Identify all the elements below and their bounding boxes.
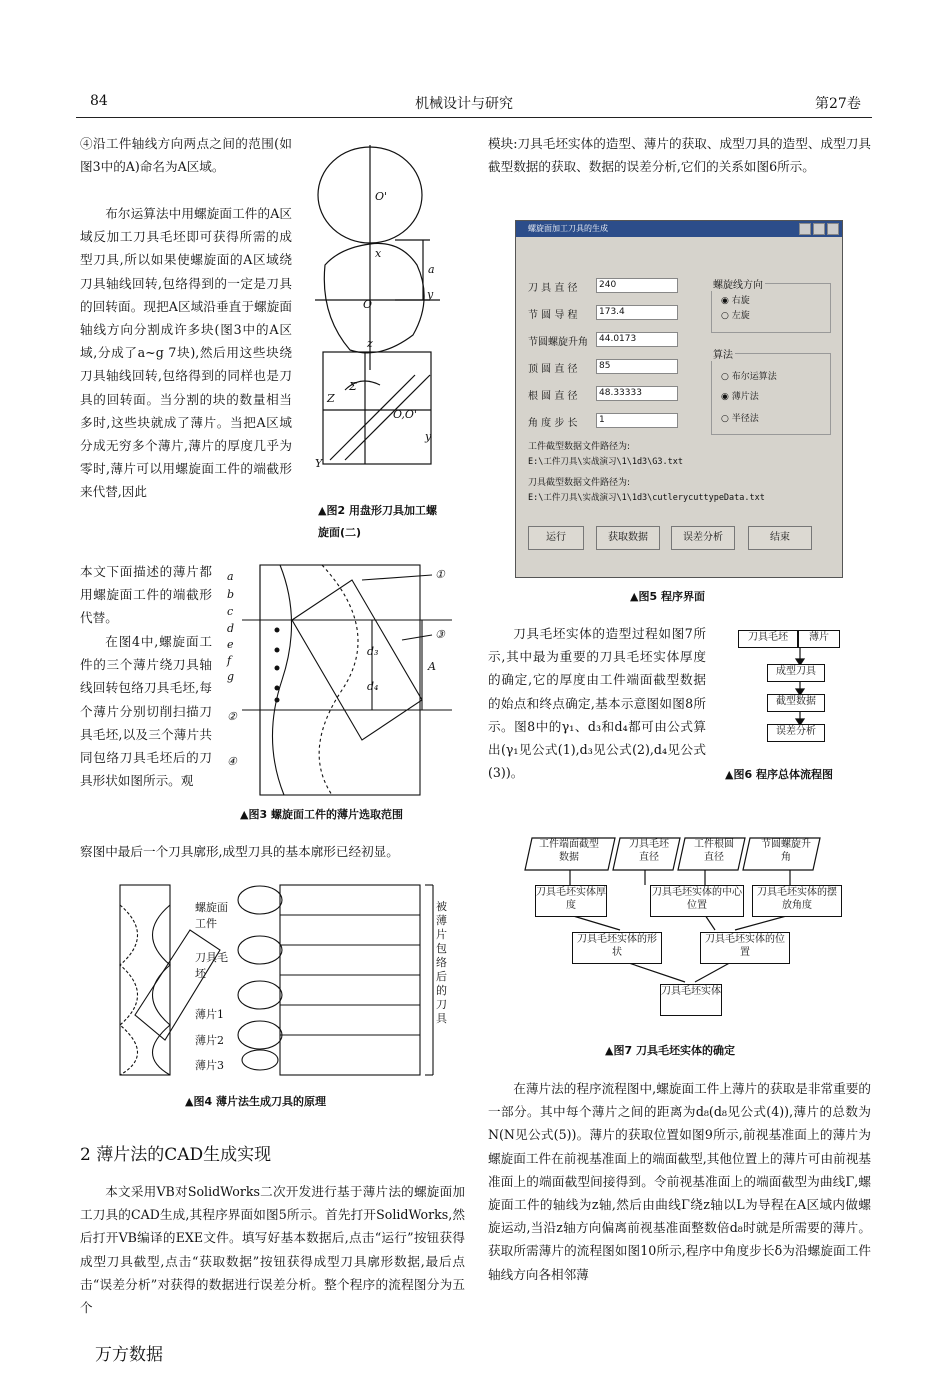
svg-text:d₄: d₄ — [367, 680, 379, 693]
left-paragraph-1: ④沿工件轴线方向两点之间的范围(如图3中的A)命名为A区域。 — [80, 136, 292, 175]
svg-text:O: O — [363, 298, 373, 311]
input-tool-diameter[interactable]: 240 — [596, 278, 678, 293]
fig7-input-helix-angle: 节圆螺旋升角 — [761, 839, 811, 863]
input-tip-diameter[interactable]: 85 — [596, 359, 678, 374]
close-button[interactable] — [827, 223, 839, 235]
fig4-screw-workpiece — [120, 885, 170, 1075]
fig7-input-root-diameter: 工件根圆直径 — [694, 839, 734, 863]
fig6-node-error-analysis: 误差分析 — [767, 724, 825, 742]
fig7-node-center: 刀具毛坯实体的中心位置 — [650, 885, 744, 917]
svg-text:y: y — [427, 288, 434, 301]
figure-3-caption: ▲图3 螺旋面工件的薄片选取范围 — [240, 808, 403, 821]
fig4-label-slice3: 薄片3 — [195, 1059, 224, 1072]
left-paragraph-5: 本文采用VB对SolidWorks二次开发进行基于薄片法的螺旋面加工刀具的CAD生成,其程序界面如图5所示。首先打开SolidWorks,然后打开VB编译的EXE文件。填写好基本数据后,点击“运行”按钮获得成型刀具截型,点击“获取数据”按钮获得成型刀具廓形数据,最后点击“误差分析”对获得的数据进行误差分析。整个程序的流程图分为五个 — [80, 1184, 465, 1316]
program-window — [515, 220, 843, 578]
exit-button[interactable]: 结束 — [748, 526, 812, 550]
svg-text:d: d — [227, 622, 235, 635]
right-paragraph-1: 模块:刀具毛坯实体的造型、薄片的获取、成型刀具的造型、成型刀具截型数据的获取、数据的误差分析,它们的关系如图6所示。 — [488, 136, 871, 175]
svg-text:f: f — [227, 654, 232, 667]
fig7-input-blank-diameter: 刀具毛坯直径 — [629, 839, 669, 863]
svg-text:Y: Y — [315, 457, 323, 470]
fig4-label-slice1: 薄片1 — [195, 1008, 224, 1021]
radio-dot-icon: ◉ — [721, 296, 732, 306]
svg-text:Z: Z — [327, 392, 335, 405]
page-number: 84 — [90, 93, 108, 109]
radio-slice[interactable]: ◉ 薄片法 — [721, 392, 759, 402]
figure-4 — [115, 875, 460, 1085]
fig7-node-angle: 刀具毛坯实体的摆放角度 — [752, 885, 842, 917]
helix-direction-label: 螺旋线方向 — [711, 276, 765, 291]
left-paragraph-4-continued: 察图中最后一个刀具廓形,成型刀具的基本廓形已经初显。 — [80, 844, 399, 859]
left-paragraph-4: 在图4中,螺旋面工件的三个薄片绕刀具轴线回转包络刀具毛坯,每个薄片分别切削扫描刀具毛坯,以及三个薄片共同包络刀具毛坯后的刀具形状如图所示。观 — [80, 634, 212, 789]
figure-5-caption: ▲图5 程序界面 — [630, 590, 705, 603]
window-titlebar — [516, 221, 842, 237]
tool-path-label: 刀具截型数据文件路径为: — [528, 478, 631, 488]
get-data-button[interactable]: 获取数据 — [596, 526, 660, 550]
svg-text:O': O' — [375, 190, 388, 203]
label-tip-diameter: 顶 圆 直 径 — [528, 364, 578, 375]
tool-path-value: E:\工件刀具\实战演习\1\1d3\cutlerycuttypeData.txt — [528, 493, 765, 503]
fig3-slice-box — [292, 580, 422, 740]
workpiece-path-label: 工件截型数据文件路径为: — [528, 442, 631, 452]
fig4-label-enveloped: 被薄片包络后的刀具 — [436, 900, 447, 1025]
label-tool-diameter: 刀 具 直 径 — [528, 283, 578, 294]
fig7-node-position: 刀具毛坯实体的位置 — [700, 932, 790, 964]
workpiece-path-value: E:\工件刀具\实战演习\1\1d3\G3.txt — [528, 457, 683, 467]
fig4-label-slice2: 薄片2 — [195, 1034, 224, 1047]
run-button[interactable]: 运行 — [528, 526, 584, 550]
error-analysis-button[interactable]: 误差分析 — [671, 526, 735, 550]
input-root-diameter[interactable]: 48.33333 — [596, 386, 678, 401]
fig6-node-forming-tool: 成型刀具 — [767, 664, 825, 682]
section-title: 2 薄片法的CAD生成实现 — [80, 1145, 272, 1165]
fig4-tool — [280, 885, 420, 1075]
svg-text:d₃: d₃ — [367, 645, 379, 658]
input-helix-angle[interactable]: 44.0173 — [596, 332, 678, 347]
input-angle-step[interactable]: 1 — [596, 413, 678, 428]
svg-text:O,O': O,O' — [393, 408, 417, 421]
algorithm-label: 算法 — [711, 346, 735, 361]
figure-2-caption: ▲图2 用盘形刀具加工螺旋面(二) — [318, 504, 437, 539]
fig4-label-blank: 刀具毛坯 — [195, 951, 228, 980]
svg-text:g: g — [227, 670, 235, 683]
fig6-node-section-data: 截型数据 — [767, 694, 825, 712]
left-paragraph-3: 本文下面描述的薄片都用螺旋面工件的端截形代替。 — [80, 564, 212, 626]
fig7-node-output: 刀具毛坯实体 — [660, 984, 722, 1016]
svg-text:A: A — [428, 660, 436, 673]
svg-text:x: x — [375, 247, 382, 260]
figure-6-caption: ▲图6 程序总体流程图 — [725, 768, 833, 781]
fig7-input-section: 工件端面截型数据 — [539, 839, 599, 863]
svg-text:e: e — [227, 638, 234, 651]
fig4-blank — [135, 930, 220, 1040]
svg-text:③: ③ — [435, 628, 445, 641]
input-pitch-lead[interactable]: 173.4 — [596, 305, 678, 320]
right-paragraph-2: 刀具毛坯实体的造型过程如图7所示,其中最为重要的刀具毛坯实体厚度的确定,它的厚度由工件端面截型数据的始点和终点确定,基本示意图如图8所示。图8中的γ₁、d₃和d₄都可由公式算出(γ₁见公式(1),d₃见公式(2),d₄见公式(3))。 — [488, 626, 706, 781]
fig7-node-thickness: 刀具毛坯实体厚度 — [535, 885, 607, 917]
fig4-label-screw: 螺旋面工件 — [195, 901, 228, 930]
label-helix-angle: 节圆螺旋升角 — [528, 337, 588, 348]
radio-dot-icon: ◉ — [721, 392, 732, 402]
fig6-node-blank: 刀具毛坯 — [738, 630, 798, 648]
svg-text:a: a — [227, 570, 234, 583]
fig3-frame — [260, 565, 420, 795]
window-title: 螺旋面加工刀具的生成 — [528, 224, 608, 233]
footer-watermark: 万方数据 — [95, 1345, 163, 1365]
label-root-diameter: 根 圆 直 径 — [528, 391, 578, 402]
svg-text:④: ④ — [227, 755, 237, 768]
left-paragraph-2: 布尔运算法中用螺旋面工件的A区域反加工刀具毛坯即可获得所需的成型刀具,所以如果使螺旋面的A区域绕刀具轴线回转,包络得到的一定是刀具的回转面。现把A区域沿垂直于螺旋面轴线方向分割成许多块(图3中的A区域,分成了a~g 7块),然后用这些块绕刀具轴线回转,包络得到的同样也是刀具的回转面。当分割的块的数量相当多时,这些块就成了薄片。当把A区域分成无穷多个薄片,薄片的厚度几乎为零时,薄片可以用螺旋面工件的端截形来代替,因此 — [80, 206, 292, 500]
label-angle-step: 角 度 步 长 — [528, 418, 578, 429]
figure-7-caption: ▲图7 刀具毛坯实体的确定 — [605, 1044, 735, 1057]
figure-4-caption: ▲图4 薄片法生成刀具的原理 — [185, 1095, 326, 1108]
label-pitch-lead: 节 圆 导 程 — [528, 310, 578, 321]
svg-text:Σ: Σ — [349, 380, 357, 393]
fig6-node-slice: 薄片 — [798, 630, 840, 648]
journal-name: 机械设计与研究 — [415, 96, 513, 112]
svg-text:a: a — [428, 263, 435, 276]
radio-left-hand[interactable]: ○ 左旋 — [721, 311, 750, 321]
svg-text:②: ② — [227, 710, 237, 723]
header-rule — [76, 117, 872, 118]
svg-text:c: c — [227, 605, 234, 618]
svg-text:z: z — [367, 337, 373, 350]
figure-3 — [222, 560, 462, 800]
radio-boolean[interactable]: ○ 布尔运算法 — [721, 372, 777, 382]
radio-empty-icon: ○ — [721, 372, 732, 382]
radio-empty-icon: ○ — [721, 414, 732, 424]
figure-2 — [305, 140, 450, 470]
minimize-button[interactable] — [799, 223, 811, 235]
radio-radius[interactable]: ○ 半径法 — [721, 414, 759, 424]
volume: 第27卷 — [815, 96, 861, 112]
radio-empty-icon: ○ — [721, 311, 732, 321]
radio-right-hand[interactable]: ◉ 右旋 — [721, 296, 750, 306]
svg-text:b: b — [227, 588, 235, 601]
svg-text:①: ① — [435, 568, 445, 581]
svg-text:y: y — [425, 430, 432, 443]
fig7-node-shape: 刀具毛坯实体的形状 — [572, 932, 662, 964]
maximize-button[interactable] — [813, 223, 825, 235]
right-paragraph-3: 在薄片法的程序流程图中,螺旋面工件上薄片的获取是非常重要的一部分。其中每个薄片之间的距离为d₈(d₈见公式(4)),薄片的总数为N(N见公式(5))。薄片的获取位置如图9所示,前视基准面上的薄片为螺旋面工件在前视基准面上的端面截型,其他位置上的薄片可由前视基准面上的端面截型间接得到。令前视基准面上的端面截型为曲线Γ,螺旋面工件的轴线为z轴,然后由曲线Γ绕z轴以L为导程在A区域内做螺旋运动,当沿z轴方向偏离前视基准面整数倍d₈时就是所需要的薄片。获取所需薄片的流程图如图10所示,程序中角度步长δ为沿螺旋面工件轴线方向各相邻薄 — [488, 1081, 871, 1282]
